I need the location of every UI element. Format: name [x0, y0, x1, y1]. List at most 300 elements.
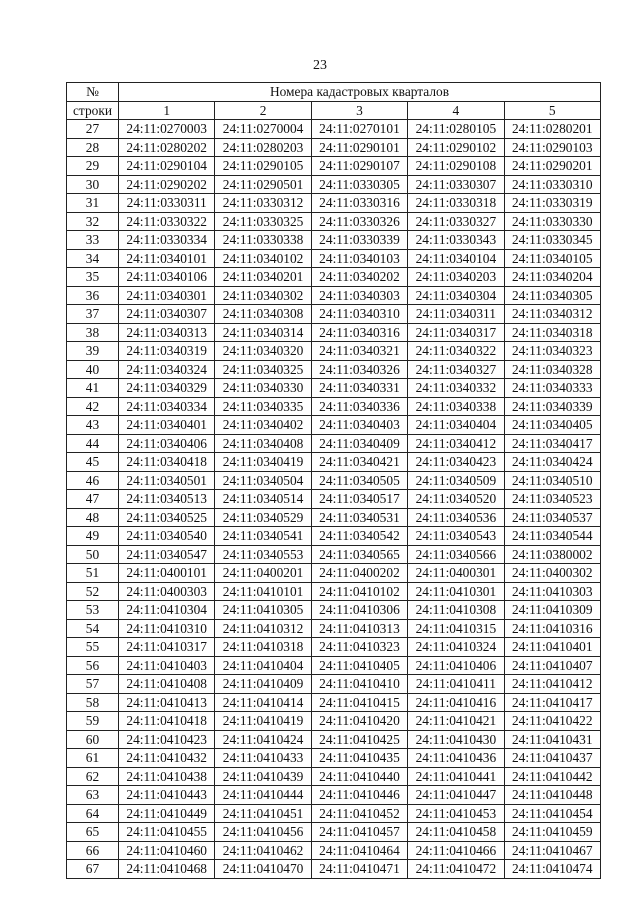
table-row — [67, 693, 601, 712]
cadastral-number-cell: 24:11:0340544 — [504, 527, 600, 546]
cadastral-number-cell: 24:11:0340406 — [119, 434, 215, 453]
row-number: 59 — [67, 712, 119, 731]
cadastral-number-cell: 24:11:0380002 — [504, 545, 600, 564]
cadastral-number-cell: 24:11:0340323 — [504, 342, 600, 361]
cadastral-number-cell: 24:11:0340307 — [119, 305, 215, 324]
cadastral-number-cell: 24:11:0400302 — [504, 564, 600, 583]
row-number: 39 — [67, 342, 119, 361]
cadastral-number-cell: 24:11:0340325 — [215, 360, 311, 379]
cadastral-number-cell: 24:11:0340338 — [408, 397, 504, 416]
cadastral-number-cell: 24:11:0340335 — [215, 397, 311, 416]
table-row — [67, 786, 601, 805]
cadastral-number-cell: 24:11:0330330 — [504, 212, 600, 231]
row-number: 46 — [67, 471, 119, 490]
table-row — [67, 527, 601, 546]
cadastral-number-cell: 24:11:0410438 — [119, 767, 215, 786]
cadastral-number-cell: 24:11:0340322 — [408, 342, 504, 361]
cadastral-number-cell: 24:11:0410403 — [119, 656, 215, 675]
row-number: 45 — [67, 453, 119, 472]
table-row — [67, 397, 601, 416]
table-row — [67, 601, 601, 620]
table-row — [67, 619, 601, 638]
header-row-top — [67, 83, 601, 102]
cadastral-number-cell: 24:11:0330343 — [408, 231, 504, 250]
cadastral-number-cell: 24:11:0410318 — [215, 638, 311, 657]
table-row — [67, 490, 601, 509]
cadastral-number-cell: 24:11:0410305 — [215, 601, 311, 620]
table-row — [67, 323, 601, 342]
cadastral-number-cell: 24:11:0410303 — [504, 582, 600, 601]
cadastral-number-cell: 24:11:0410439 — [215, 767, 311, 786]
cadastral-number-cell: 24:11:0340308 — [215, 305, 311, 324]
header-row-number-sublabel: строки — [67, 101, 119, 120]
cadastral-number-cell: 24:11:0270004 — [215, 120, 311, 139]
cadastral-number-cell: 24:11:0340334 — [119, 397, 215, 416]
cadastral-number-cell: 24:11:0410411 — [408, 675, 504, 694]
row-number: 29 — [67, 157, 119, 176]
cadastral-number-cell: 24:11:0410432 — [119, 749, 215, 768]
table-row — [67, 545, 601, 564]
cadastral-number-cell: 24:11:0290108 — [408, 157, 504, 176]
cadastral-number-cell: 24:11:0410435 — [311, 749, 407, 768]
cadastral-number-cell: 24:11:0410412 — [504, 675, 600, 694]
cadastral-number-cell: 24:11:0410467 — [504, 841, 600, 860]
table-row — [67, 342, 601, 361]
cadastral-number-cell: 24:11:0270003 — [119, 120, 215, 139]
row-number: 54 — [67, 619, 119, 638]
cadastral-number-cell: 24:11:0340505 — [311, 471, 407, 490]
header-group-title: Номера кадастровых кварталов — [119, 83, 601, 102]
header-row-number-label: № — [67, 83, 119, 102]
cadastral-number-cell: 24:11:0340419 — [215, 453, 311, 472]
cadastral-number-cell: 24:11:0410462 — [215, 841, 311, 860]
cadastral-number-cell: 24:11:0340305 — [504, 286, 600, 305]
cadastral-number-cell: 24:11:0400301 — [408, 564, 504, 583]
cadastral-number-cell: 24:11:0340517 — [311, 490, 407, 509]
row-number: 49 — [67, 527, 119, 546]
row-number: 47 — [67, 490, 119, 509]
cadastral-number-cell: 24:11:0290102 — [408, 138, 504, 157]
cadastral-number-cell: 24:11:0410472 — [408, 860, 504, 879]
cadastral-number-cell: 24:11:0410447 — [408, 786, 504, 805]
cadastral-number-cell: 24:11:0290104 — [119, 157, 215, 176]
table-row — [67, 416, 601, 435]
cadastral-quarters-table — [66, 82, 601, 879]
cadastral-number-cell: 24:11:0340310 — [311, 305, 407, 324]
cadastral-number-cell: 24:11:0410417 — [504, 693, 600, 712]
cadastral-number-cell: 24:11:0410440 — [311, 767, 407, 786]
column-header-5: 5 — [504, 101, 600, 120]
cadastral-number-cell: 24:11:0340542 — [311, 527, 407, 546]
cadastral-number-cell: 24:11:0410452 — [311, 804, 407, 823]
cadastral-number-cell: 24:11:0340311 — [408, 305, 504, 324]
cadastral-number-cell: 24:11:0340501 — [119, 471, 215, 490]
cadastral-number-cell: 24:11:0410301 — [408, 582, 504, 601]
cadastral-number-cell: 24:11:0330326 — [311, 212, 407, 231]
cadastral-number-cell: 24:11:0330334 — [119, 231, 215, 250]
cadastral-number-cell: 24:11:0410420 — [311, 712, 407, 731]
cadastral-number-cell: 24:11:0410451 — [215, 804, 311, 823]
cadastral-number-cell: 24:11:0410425 — [311, 730, 407, 749]
cadastral-number-cell: 24:11:0410414 — [215, 693, 311, 712]
table-row — [67, 194, 601, 213]
table-row — [67, 360, 601, 379]
table-body — [67, 120, 601, 879]
cadastral-number-cell: 24:11:0410448 — [504, 786, 600, 805]
cadastral-number-cell: 24:11:0340537 — [504, 508, 600, 527]
cadastral-number-cell: 24:11:0400303 — [119, 582, 215, 601]
row-number: 40 — [67, 360, 119, 379]
row-number: 60 — [67, 730, 119, 749]
cadastral-number-cell: 24:11:0340102 — [215, 249, 311, 268]
cadastral-number-cell: 24:11:0410101 — [215, 582, 311, 601]
cadastral-number-cell: 24:11:0410405 — [311, 656, 407, 675]
table-row — [67, 157, 601, 176]
cadastral-number-cell: 24:11:0340201 — [215, 268, 311, 287]
cadastral-number-cell: 24:11:0330327 — [408, 212, 504, 231]
cadastral-number-cell: 24:11:0340321 — [311, 342, 407, 361]
row-number: 34 — [67, 249, 119, 268]
row-number: 61 — [67, 749, 119, 768]
cadastral-number-cell: 24:11:0290103 — [504, 138, 600, 157]
row-number: 50 — [67, 545, 119, 564]
cadastral-number-cell: 24:11:0340417 — [504, 434, 600, 453]
row-number: 27 — [67, 120, 119, 139]
table-row — [67, 564, 601, 583]
cadastral-number-cell: 24:11:0340314 — [215, 323, 311, 342]
table-row — [67, 231, 601, 250]
page-number: 23 — [313, 58, 327, 73]
cadastral-number-cell: 24:11:0340332 — [408, 379, 504, 398]
cadastral-number-cell: 24:11:0410442 — [504, 767, 600, 786]
row-number: 37 — [67, 305, 119, 324]
cadastral-number-cell: 24:11:0410464 — [311, 841, 407, 860]
table-row — [67, 804, 601, 823]
cadastral-number-cell: 24:11:0330312 — [215, 194, 311, 213]
row-number: 66 — [67, 841, 119, 860]
row-number: 51 — [67, 564, 119, 583]
cadastral-number-cell: 24:11:0340423 — [408, 453, 504, 472]
cadastral-number-cell: 24:11:0410323 — [311, 638, 407, 657]
cadastral-number-cell: 24:11:0410404 — [215, 656, 311, 675]
row-number: 42 — [67, 397, 119, 416]
cadastral-number-cell: 24:11:0340303 — [311, 286, 407, 305]
cadastral-number-cell: 24:11:0340543 — [408, 527, 504, 546]
cadastral-number-cell: 24:11:0340421 — [311, 453, 407, 472]
cadastral-number-cell: 24:11:0410313 — [311, 619, 407, 638]
cadastral-number-cell: 24:11:0330322 — [119, 212, 215, 231]
cadastral-number-cell: 24:11:0340536 — [408, 508, 504, 527]
row-number: 33 — [67, 231, 119, 250]
cadastral-number-cell: 24:11:0410316 — [504, 619, 600, 638]
table-row — [67, 434, 601, 453]
cadastral-number-cell: 24:11:0410410 — [311, 675, 407, 694]
cadastral-number-cell: 24:11:0340412 — [408, 434, 504, 453]
row-number: 53 — [67, 601, 119, 620]
cadastral-number-cell: 24:11:0340302 — [215, 286, 311, 305]
column-header-1: 1 — [119, 101, 215, 120]
cadastral-number-cell: 24:11:0410419 — [215, 712, 311, 731]
table-row — [67, 120, 601, 139]
table-row — [67, 712, 601, 731]
cadastral-number-cell: 24:11:0410468 — [119, 860, 215, 879]
cadastral-number-cell: 24:11:0410413 — [119, 693, 215, 712]
row-number: 57 — [67, 675, 119, 694]
table-row — [67, 212, 601, 231]
cadastral-number-cell: 24:11:0340566 — [408, 545, 504, 564]
column-header-3: 3 — [311, 101, 407, 120]
cadastral-number-cell: 24:11:0340418 — [119, 453, 215, 472]
cadastral-number-cell: 24:11:0290201 — [504, 157, 600, 176]
cadastral-number-cell: 24:11:0340327 — [408, 360, 504, 379]
cadastral-number-cell: 24:11:0410306 — [311, 601, 407, 620]
cadastral-number-cell: 24:11:0280105 — [408, 120, 504, 139]
cadastral-number-cell: 24:11:0340523 — [504, 490, 600, 509]
cadastral-number-cell: 24:11:0410408 — [119, 675, 215, 694]
cadastral-number-cell: 24:11:0340316 — [311, 323, 407, 342]
table-row — [67, 379, 601, 398]
cadastral-number-cell: 24:11:0340504 — [215, 471, 311, 490]
cadastral-number-cell: 24:11:0410310 — [119, 619, 215, 638]
cadastral-number-cell: 24:11:0410446 — [311, 786, 407, 805]
table-row — [67, 138, 601, 157]
cadastral-number-cell: 24:11:0410460 — [119, 841, 215, 860]
cadastral-number-cell: 24:11:0410324 — [408, 638, 504, 657]
table-row — [67, 656, 601, 675]
table-row — [67, 471, 601, 490]
cadastral-number-cell: 24:11:0340328 — [504, 360, 600, 379]
cadastral-number-cell: 24:11:0330307 — [408, 175, 504, 194]
cadastral-number-cell: 24:11:0400202 — [311, 564, 407, 583]
cadastral-number-cell: 24:11:0410409 — [215, 675, 311, 694]
cadastral-number-cell: 24:11:0340336 — [311, 397, 407, 416]
table-header — [67, 83, 601, 120]
cadastral-number-cell: 24:11:0330319 — [504, 194, 600, 213]
cadastral-number-cell: 24:11:0340324 — [119, 360, 215, 379]
row-number: 52 — [67, 582, 119, 601]
row-number: 67 — [67, 860, 119, 879]
cadastral-number-cell: 24:11:0340304 — [408, 286, 504, 305]
cadastral-number-cell: 24:11:0410433 — [215, 749, 311, 768]
cadastral-number-cell: 24:11:0340514 — [215, 490, 311, 509]
cadastral-number-cell: 24:11:0340509 — [408, 471, 504, 490]
cadastral-number-cell: 24:11:0400201 — [215, 564, 311, 583]
cadastral-number-cell: 24:11:0280202 — [119, 138, 215, 157]
cadastral-number-cell: 24:11:0340339 — [504, 397, 600, 416]
cadastral-number-cell: 24:11:0410443 — [119, 786, 215, 805]
cadastral-number-cell: 24:11:0410474 — [504, 860, 600, 879]
cadastral-number-cell: 24:11:0340101 — [119, 249, 215, 268]
table-row — [67, 249, 601, 268]
cadastral-number-cell: 24:11:0410471 — [311, 860, 407, 879]
cadastral-number-cell: 24:11:0290101 — [311, 138, 407, 157]
cadastral-number-cell: 24:11:0340330 — [215, 379, 311, 398]
row-number: 32 — [67, 212, 119, 231]
cadastral-number-cell: 24:11:0340105 — [504, 249, 600, 268]
row-number: 38 — [67, 323, 119, 342]
cadastral-number-cell: 24:11:0340405 — [504, 416, 600, 435]
cadastral-number-cell: 24:11:0340106 — [119, 268, 215, 287]
cadastral-number-cell: 24:11:0410422 — [504, 712, 600, 731]
row-number: 28 — [67, 138, 119, 157]
cadastral-number-cell: 24:11:0410430 — [408, 730, 504, 749]
cadastral-number-cell: 24:11:0410449 — [119, 804, 215, 823]
row-number: 56 — [67, 656, 119, 675]
cadastral-number-cell: 24:11:0290501 — [215, 175, 311, 194]
cadastral-number-cell: 24:11:0340510 — [504, 471, 600, 490]
cadastral-number-cell: 24:11:0410406 — [408, 656, 504, 675]
row-number: 63 — [67, 786, 119, 805]
cadastral-number-cell: 24:11:0340301 — [119, 286, 215, 305]
cadastral-number-cell: 24:11:0330325 — [215, 212, 311, 231]
cadastral-number-cell: 24:11:0330338 — [215, 231, 311, 250]
cadastral-number-cell: 24:11:0410455 — [119, 823, 215, 842]
cadastral-number-cell: 24:11:0410312 — [215, 619, 311, 638]
cadastral-number-cell: 24:11:0410407 — [504, 656, 600, 675]
cadastral-number-cell: 24:11:0290202 — [119, 175, 215, 194]
row-number: 62 — [67, 767, 119, 786]
cadastral-number-cell: 24:11:0340553 — [215, 545, 311, 564]
cadastral-number-cell: 24:11:0330305 — [311, 175, 407, 194]
header-row-bottom — [67, 101, 601, 120]
cadastral-number-cell: 24:11:0340329 — [119, 379, 215, 398]
table-row — [67, 841, 601, 860]
cadastral-number-cell: 24:11:0340525 — [119, 508, 215, 527]
cadastral-number-cell: 24:11:0280201 — [504, 120, 600, 139]
table-row — [67, 860, 601, 879]
cadastral-number-cell: 24:11:0330345 — [504, 231, 600, 250]
column-header-4: 4 — [408, 101, 504, 120]
table-row — [67, 305, 601, 324]
cadastral-number-cell: 24:11:0410453 — [408, 804, 504, 823]
cadastral-number-cell: 24:11:0340409 — [311, 434, 407, 453]
cadastral-number-cell: 24:11:0340547 — [119, 545, 215, 564]
cadastral-number-cell: 24:11:0410444 — [215, 786, 311, 805]
cadastral-number-cell: 24:11:0330316 — [311, 194, 407, 213]
cadastral-number-cell: 24:11:0290107 — [311, 157, 407, 176]
table-row — [67, 749, 601, 768]
cadastral-number-cell: 24:11:0280203 — [215, 138, 311, 157]
row-number: 55 — [67, 638, 119, 657]
cadastral-number-cell: 24:11:0410401 — [504, 638, 600, 657]
cadastral-number-cell: 24:11:0340317 — [408, 323, 504, 342]
cadastral-number-cell: 24:11:0410102 — [311, 582, 407, 601]
table-row — [67, 268, 601, 287]
cadastral-number-cell: 24:11:0340401 — [119, 416, 215, 435]
cadastral-number-cell: 24:11:0410466 — [408, 841, 504, 860]
cadastral-number-cell: 24:11:0410424 — [215, 730, 311, 749]
cadastral-number-cell: 24:11:0410317 — [119, 638, 215, 657]
cadastral-number-cell: 24:11:0410456 — [215, 823, 311, 842]
cadastral-number-cell: 24:11:0330339 — [311, 231, 407, 250]
cadastral-number-cell: 24:11:0340104 — [408, 249, 504, 268]
table-row — [67, 453, 601, 472]
row-number: 64 — [67, 804, 119, 823]
cadastral-number-cell: 24:11:0340404 — [408, 416, 504, 435]
cadastral-number-cell: 24:11:0340312 — [504, 305, 600, 324]
cadastral-number-cell: 24:11:0410315 — [408, 619, 504, 638]
table-row — [67, 638, 601, 657]
cadastral-number-cell: 24:11:0400101 — [119, 564, 215, 583]
cadastral-number-cell: 24:11:0340202 — [311, 268, 407, 287]
cadastral-number-cell: 24:11:0410423 — [119, 730, 215, 749]
table-row — [67, 582, 601, 601]
row-number: 44 — [67, 434, 119, 453]
table-row — [67, 175, 601, 194]
row-number: 35 — [67, 268, 119, 287]
row-number: 31 — [67, 194, 119, 213]
table-row — [67, 767, 601, 786]
cadastral-number-cell: 24:11:0340326 — [311, 360, 407, 379]
cadastral-number-cell: 24:11:0340103 — [311, 249, 407, 268]
cadastral-number-cell: 24:11:0410457 — [311, 823, 407, 842]
row-number: 58 — [67, 693, 119, 712]
cadastral-number-cell: 24:11:0410309 — [504, 601, 600, 620]
cadastral-number-cell: 24:11:0410441 — [408, 767, 504, 786]
column-header-2: 2 — [215, 101, 311, 120]
cadastral-number-cell: 24:11:0410416 — [408, 693, 504, 712]
cadastral-number-cell: 24:11:0340319 — [119, 342, 215, 361]
cadastral-number-cell: 24:11:0340403 — [311, 416, 407, 435]
cadastral-number-cell: 24:11:0330310 — [504, 175, 600, 194]
row-number: 41 — [67, 379, 119, 398]
row-number: 30 — [67, 175, 119, 194]
table-row — [67, 508, 601, 527]
cadastral-number-cell: 24:11:0410437 — [504, 749, 600, 768]
cadastral-number-cell: 24:11:0340203 — [408, 268, 504, 287]
table-row — [67, 286, 601, 305]
cadastral-number-cell: 24:11:0410454 — [504, 804, 600, 823]
cadastral-number-cell: 24:11:0340318 — [504, 323, 600, 342]
cadastral-number-cell: 24:11:0340541 — [215, 527, 311, 546]
cadastral-number-cell: 24:11:0410459 — [504, 823, 600, 842]
row-number: 36 — [67, 286, 119, 305]
cadastral-number-cell: 24:11:0340540 — [119, 527, 215, 546]
row-number: 48 — [67, 508, 119, 527]
cadastral-number-cell: 24:11:0340529 — [215, 508, 311, 527]
cadastral-number-cell: 24:11:0340408 — [215, 434, 311, 453]
cadastral-number-cell: 24:11:0410304 — [119, 601, 215, 620]
cadastral-number-cell: 24:11:0340333 — [504, 379, 600, 398]
cadastral-number-cell: 24:11:0410436 — [408, 749, 504, 768]
row-number: 43 — [67, 416, 119, 435]
cadastral-number-cell: 24:11:0340204 — [504, 268, 600, 287]
table-row — [67, 675, 601, 694]
cadastral-number-cell: 24:11:0410418 — [119, 712, 215, 731]
cadastral-number-cell: 24:11:0340313 — [119, 323, 215, 342]
cadastral-number-cell: 24:11:0340424 — [504, 453, 600, 472]
cadastral-number-cell: 24:11:0340320 — [215, 342, 311, 361]
row-number: 65 — [67, 823, 119, 842]
cadastral-number-cell: 24:11:0410308 — [408, 601, 504, 620]
cadastral-number-cell: 24:11:0410421 — [408, 712, 504, 731]
cadastral-number-cell: 24:11:0410458 — [408, 823, 504, 842]
cadastral-number-cell: 24:11:0410431 — [504, 730, 600, 749]
cadastral-number-cell: 24:11:0410470 — [215, 860, 311, 879]
cadastral-number-cell: 24:11:0410415 — [311, 693, 407, 712]
cadastral-number-cell: 24:11:0340531 — [311, 508, 407, 527]
cadastral-number-cell: 24:11:0330318 — [408, 194, 504, 213]
cadastral-number-cell: 24:11:0340520 — [408, 490, 504, 509]
cadastral-number-cell: 24:11:0340402 — [215, 416, 311, 435]
table-row — [67, 730, 601, 749]
cadastral-number-cell: 24:11:0290105 — [215, 157, 311, 176]
cadastral-number-cell: 24:11:0340565 — [311, 545, 407, 564]
cadastral-number-cell: 24:11:0330311 — [119, 194, 215, 213]
cadastral-number-cell: 24:11:0270101 — [311, 120, 407, 139]
cadastral-number-cell: 24:11:0340513 — [119, 490, 215, 509]
cadastral-number-cell: 24:11:0340331 — [311, 379, 407, 398]
